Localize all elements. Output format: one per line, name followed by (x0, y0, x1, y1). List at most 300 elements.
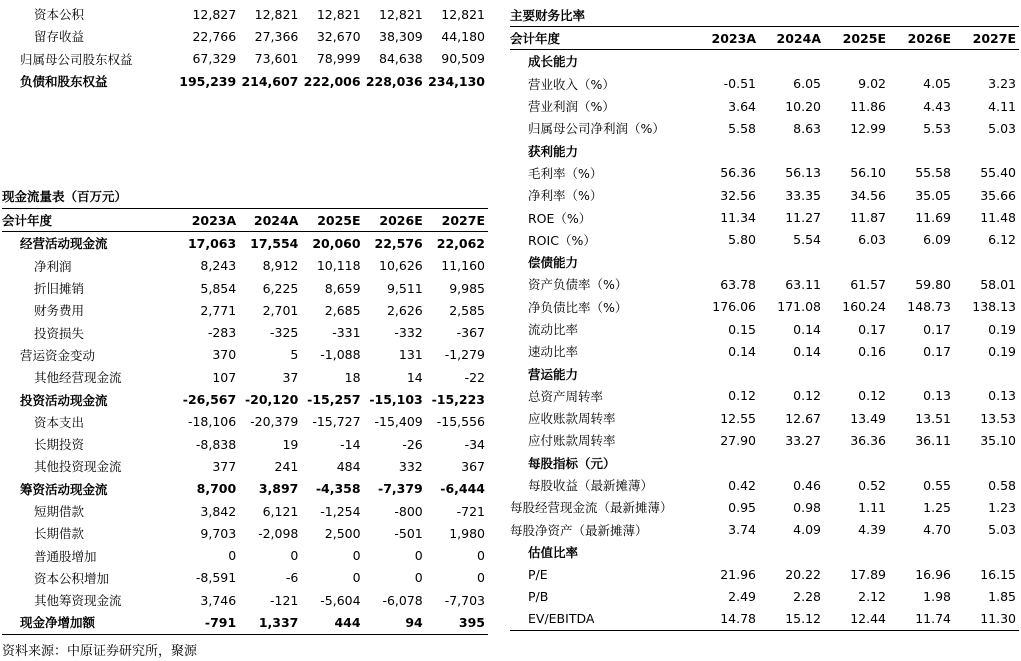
cell-value: 58.01 (980, 276, 1016, 292)
row-label: 营业收入（%） (528, 76, 615, 92)
cell-value: 0 (290, 548, 299, 564)
cell-value: 35.05 (915, 187, 951, 203)
table-row (510, 407, 1019, 429)
cell-value: 84,638 (379, 51, 423, 67)
cell-value: -367 (456, 325, 485, 341)
table-row (2, 478, 488, 500)
cell-value: 22,766 (192, 28, 237, 44)
cell-value: 16.96 (915, 566, 951, 582)
table-header-row (510, 27, 1019, 50)
header-year: 2026E (364, 209, 426, 232)
table-row (510, 585, 1019, 607)
cell-value: 1.23 (988, 499, 1016, 515)
cell-value: 0.13 (988, 388, 1016, 404)
table-row (510, 519, 1019, 541)
cell-value: 11.27 (785, 210, 821, 226)
cell-value: 12.99 (850, 120, 886, 136)
cell-value (759, 541, 824, 563)
cell-value: 56.36 (720, 165, 756, 181)
balance-sheet-table (2, 3, 488, 92)
row-label: 长期借款 (34, 526, 85, 542)
header-label: 会计年度 (2, 209, 177, 232)
cell-value: -6,078 (382, 592, 423, 608)
row-label: 负债和股东权益 (20, 74, 108, 90)
table-row (2, 299, 488, 321)
row-label: 短期借款 (34, 504, 85, 519)
cell-value: 0 (228, 548, 237, 564)
cell-value: 4.11 (988, 98, 1016, 114)
cell-value: 44,180 (441, 28, 485, 44)
cell-value: 17,554 (250, 235, 299, 251)
cell-value: 14 (406, 369, 423, 385)
cell-value (824, 50, 889, 73)
cell-value: 20.22 (785, 566, 821, 582)
cell-value: 37 (282, 369, 299, 385)
cell-value: 6,225 (262, 280, 299, 296)
cell-value: 27,366 (254, 28, 299, 44)
section-row (510, 541, 1019, 563)
table-row (510, 229, 1019, 251)
cell-value: -800 (394, 503, 423, 519)
row-label: 其他经营现金流 (34, 370, 122, 386)
row-label: 净利润 (34, 258, 72, 274)
cell-value: 5.03 (988, 522, 1016, 538)
cell-value: 11.48 (980, 210, 1016, 226)
cell-value (694, 541, 759, 563)
table-row (2, 70, 488, 92)
table-row (510, 117, 1019, 139)
row-label: 归属母公司股东权益 (20, 51, 133, 67)
table-row (510, 385, 1019, 407)
cell-value: 36.11 (915, 432, 951, 448)
table-row (2, 388, 488, 410)
table-row (510, 95, 1019, 117)
cell-value: 11,160 (441, 258, 485, 274)
cell-value (889, 50, 954, 73)
cell-value: 8,912 (262, 258, 299, 274)
row-label: ROE（%） (528, 210, 592, 226)
header-year: 2026E (889, 27, 954, 50)
cell-value: 2,626 (386, 302, 423, 318)
cell-value (824, 541, 889, 563)
cell-value: -121 (270, 592, 299, 608)
header-year: 2023A (694, 27, 759, 50)
cell-value (824, 452, 889, 474)
cell-value (954, 139, 1019, 161)
cell-value: -4,358 (315, 481, 361, 497)
cell-value (694, 362, 759, 384)
row-label: 成长能力 (528, 54, 579, 70)
table-row (510, 340, 1019, 362)
cell-value: -34 (464, 436, 485, 452)
cell-value: 0.13 (923, 388, 951, 404)
cell-value (759, 139, 824, 161)
cell-value: 11.30 (954, 608, 1019, 631)
table-row (2, 321, 488, 343)
cell-value: 444 (301, 611, 363, 634)
cell-value: 5 (290, 347, 299, 363)
cell-value: 1.85 (988, 589, 1016, 605)
cell-value: -15,727 (312, 414, 361, 430)
source-note: 资料来源：中原证券研究所，聚源 (2, 644, 198, 659)
table-row (2, 522, 488, 544)
ratios-panel (510, 26, 1019, 631)
cashflow-table (2, 208, 488, 635)
cell-value: 0.55 (923, 477, 951, 493)
cell-value: -15,556 (436, 414, 485, 430)
cell-value: 0.14 (793, 321, 821, 337)
cell-value: 0.16 (858, 343, 886, 359)
cell-value: 63.78 (720, 276, 756, 292)
cell-value: -15,409 (374, 414, 423, 430)
cell-value (954, 50, 1019, 73)
row-label: 投资损失 (34, 325, 85, 341)
cell-value: 17.89 (850, 566, 886, 582)
cell-value: 27.90 (720, 432, 756, 448)
ratios-table (510, 26, 1019, 631)
cell-value: 0.17 (923, 321, 951, 337)
cell-value: 4.09 (793, 522, 821, 538)
row-label: 现金净增加额 (2, 611, 177, 634)
cell-value (759, 362, 824, 384)
table-row (2, 500, 488, 522)
cell-value: 2,500 (324, 525, 361, 541)
cell-value: 73,601 (254, 51, 299, 67)
cell-value: 16.15 (980, 566, 1016, 582)
cell-value (694, 50, 759, 73)
cell-value: -26 (402, 436, 423, 452)
cashflow-title: 现金流量表（百万元） (2, 189, 128, 204)
row-label: P/B (528, 589, 549, 605)
cell-value: -5,604 (320, 592, 361, 608)
cell-value: 2.49 (728, 589, 756, 605)
row-label: 财务费用 (34, 303, 85, 319)
cell-value: 1.25 (923, 499, 951, 515)
cell-value: 12.67 (785, 410, 821, 426)
row-label: 应收账款周转率 (528, 411, 616, 427)
cell-value: 4.43 (923, 98, 951, 114)
row-label: 资产负债率（%） (528, 277, 628, 293)
cell-value: 332 (398, 458, 423, 474)
cell-value: -8,591 (195, 570, 237, 586)
table-row (510, 563, 1019, 585)
cell-value: 171.08 (777, 299, 821, 315)
cell-value: 5,854 (200, 280, 237, 296)
header-year: 2025E (301, 209, 363, 232)
cell-value: -8,838 (195, 436, 237, 452)
cell-value: 90,509 (441, 51, 485, 67)
section-row (510, 139, 1019, 161)
row-label: 应付账款周转率 (528, 433, 616, 449)
cell-value: 35.66 (980, 187, 1016, 203)
cell-value: 377 (212, 458, 237, 474)
cell-value: -332 (394, 325, 423, 341)
balance-sheet-tail (2, 3, 488, 92)
cell-value: 20,060 (312, 235, 361, 251)
section-row (510, 362, 1019, 384)
table-row (2, 366, 488, 388)
header-label: 会计年度 (510, 27, 694, 50)
cell-value: 36.36 (850, 432, 886, 448)
table-row (510, 184, 1019, 206)
cell-value: 5.53 (923, 120, 951, 136)
cell-value: 148.73 (907, 299, 951, 315)
cell-value: -283 (207, 325, 237, 341)
row-label: 净负债比率（%） (528, 299, 628, 315)
cell-value (759, 50, 824, 73)
cell-value: 10,626 (379, 258, 423, 274)
cell-value: 2,701 (262, 302, 299, 318)
cell-value: 0.15 (728, 321, 756, 337)
table-row (510, 496, 1019, 518)
row-label: 估值比率 (528, 544, 579, 560)
cell-value (889, 139, 954, 161)
row-label: 总资产周转率 (528, 388, 604, 404)
cashflow-statement (2, 208, 488, 635)
table-row (2, 255, 488, 277)
cell-value: 9,703 (200, 525, 237, 541)
section-row (510, 251, 1019, 273)
row-label: P/E (528, 566, 548, 582)
ratios-title: 主要财务比率 (510, 8, 586, 23)
table-row (510, 162, 1019, 184)
cell-value: 4.05 (923, 76, 951, 92)
cell-value: 222,006 (303, 73, 361, 89)
cell-value: -20,379 (250, 414, 299, 430)
cell-value: -1,088 (320, 347, 361, 363)
cell-value: -14 (340, 436, 361, 452)
cell-value: 241 (274, 458, 299, 474)
table-row (510, 73, 1019, 95)
cell-value: -22 (464, 369, 485, 385)
row-label: 折旧摊销 (34, 281, 85, 297)
cell-value: 12,821 (379, 6, 423, 22)
cell-value: 176.06 (712, 299, 756, 315)
cell-value: 12,821 (441, 6, 485, 22)
cell-value: 9,985 (449, 280, 485, 296)
cell-value: 1.98 (923, 589, 951, 605)
cell-value (824, 362, 889, 384)
cell-value: 1,980 (449, 525, 485, 541)
row-label: 其他筹资现金流 (34, 593, 122, 609)
cell-value: 0 (477, 570, 485, 586)
table-row (2, 611, 488, 634)
cell-value: -501 (394, 525, 423, 541)
cell-value: 107 (212, 369, 237, 385)
table-row (2, 25, 488, 47)
cell-value: 6.03 (858, 232, 886, 248)
cell-value: 5.80 (728, 232, 756, 248)
cell-value: 6.05 (793, 76, 821, 92)
header-year: 2027E (426, 209, 488, 232)
table-row (2, 544, 488, 566)
row-label: EV/EBITDA (510, 608, 694, 631)
header-year: 2023A (177, 209, 239, 232)
cell-value: 2.28 (793, 589, 821, 605)
header-year: 2024A (759, 27, 824, 50)
cell-value: 56.10 (850, 165, 886, 181)
cell-value: 0.95 (728, 499, 756, 515)
cell-value: 228,036 (365, 73, 423, 89)
cell-value: 8,700 (196, 481, 237, 497)
cell-value: 15.12 (759, 608, 824, 631)
cell-value: 63.11 (785, 276, 821, 292)
cell-value: 0 (352, 570, 361, 586)
header-year: 2027E (954, 27, 1019, 50)
cell-value: 484 (336, 458, 361, 474)
row-label: 每股收益（最新摊薄） (528, 478, 654, 494)
cell-value: 32.56 (720, 187, 756, 203)
cell-value: 12.44 (824, 608, 889, 631)
cell-value: 21.96 (720, 566, 756, 582)
table-row (510, 296, 1019, 318)
row-label: 营业利润（%） (528, 99, 615, 115)
cell-value: 6,121 (262, 503, 299, 519)
cell-value: 35.10 (980, 432, 1016, 448)
table-row (510, 273, 1019, 295)
cell-value: -26,567 (182, 392, 237, 408)
cell-value: 3,897 (258, 481, 299, 497)
cell-value (759, 452, 824, 474)
row-label: 投资活动现金流 (20, 392, 108, 408)
row-label: 每股经营现金流（最新摊薄） (510, 500, 673, 516)
cell-value: 13.51 (915, 410, 951, 426)
cell-value: 12,827 (192, 6, 237, 22)
row-label: 每股净资产（最新摊薄） (510, 522, 648, 538)
cell-value: 19 (282, 436, 299, 452)
cell-value: 94 (364, 611, 426, 634)
cell-value (824, 139, 889, 161)
row-label: 资本支出 (34, 414, 85, 430)
cell-value: 5.58 (728, 120, 756, 136)
cell-value: 367 (461, 458, 485, 474)
cell-value: -721 (456, 503, 485, 519)
cell-value: 12,821 (316, 6, 361, 22)
cell-value: 0.98 (793, 499, 821, 515)
cell-value: 32,670 (316, 28, 361, 44)
row-label: 长期投资 (34, 437, 85, 453)
cell-value: -20,120 (244, 392, 299, 408)
cell-value: 2,585 (449, 302, 485, 318)
cell-value (954, 541, 1019, 563)
cell-value: -0.51 (723, 76, 756, 92)
cell-value: 14.78 (694, 608, 759, 631)
table-row (2, 48, 488, 70)
cell-value (889, 541, 954, 563)
cell-value: 18 (344, 369, 361, 385)
cell-value: 67,329 (192, 51, 237, 67)
header-year: 2024A (239, 209, 301, 232)
cell-value: 0.17 (923, 343, 951, 359)
cell-value: 10,118 (316, 258, 361, 274)
cell-value: 160.24 (842, 299, 886, 315)
cell-value: 138.13 (972, 299, 1016, 315)
table-row (2, 455, 488, 477)
cell-value: 0 (414, 548, 423, 564)
cell-value: 11.87 (850, 210, 886, 226)
row-label: 营运资金变动 (20, 347, 96, 363)
table-row (2, 411, 488, 433)
cell-value: -6 (285, 570, 299, 586)
cell-value (889, 362, 954, 384)
table-row (2, 567, 488, 589)
cell-value (694, 139, 759, 161)
cell-value: 0.12 (793, 388, 821, 404)
cell-value: -331 (332, 325, 361, 341)
cell-value: -1,279 (444, 347, 485, 363)
cell-value (759, 251, 824, 273)
row-label: 资本公积增加 (34, 570, 110, 586)
cell-value: 5.54 (793, 232, 821, 248)
row-label: 速动比率 (528, 344, 579, 360)
cell-value: 0.19 (988, 321, 1016, 337)
cell-value: 9.02 (858, 76, 886, 92)
cell-value: 6.12 (988, 232, 1016, 248)
cell-value (824, 251, 889, 273)
cell-value: 234,130 (428, 73, 485, 89)
cell-value: -18,106 (187, 414, 237, 430)
row-label: 经营活动现金流 (20, 236, 108, 252)
cell-value: 10.20 (785, 98, 821, 114)
cell-value: 395 (426, 611, 488, 634)
cell-value: 6.09 (923, 232, 951, 248)
row-label: 获利能力 (528, 143, 579, 159)
cell-value: 0.14 (793, 343, 821, 359)
header-year: 2025E (824, 27, 889, 50)
row-label: 偿债能力 (528, 255, 579, 271)
cell-value (889, 452, 954, 474)
cell-value: -1,254 (320, 503, 361, 519)
cell-value: 0.12 (858, 388, 886, 404)
cell-value (694, 251, 759, 273)
cell-value: 8.63 (793, 120, 821, 136)
table-row (2, 433, 488, 455)
cell-value (954, 452, 1019, 474)
cell-value: 3,842 (200, 503, 237, 519)
row-label: 普通股增加 (34, 548, 97, 564)
cell-value (954, 362, 1019, 384)
cell-value: 2,685 (324, 302, 361, 318)
cell-value: 1.11 (858, 499, 886, 515)
cell-value: 3.64 (728, 98, 756, 114)
cell-value (889, 251, 954, 273)
table-row (2, 344, 488, 366)
cell-value: 2.12 (858, 589, 886, 605)
cell-value: 8,659 (324, 280, 361, 296)
cell-value: 55.58 (915, 165, 951, 181)
cell-value: 131 (398, 347, 423, 363)
cell-value: 1,337 (239, 611, 301, 634)
cell-value: -15,257 (307, 392, 361, 408)
row-label: 留存收益 (34, 29, 85, 45)
row-label: 每股指标（元） (528, 455, 616, 471)
row-label: ROIC（%） (528, 232, 596, 248)
cell-value: 22,062 (436, 235, 485, 251)
cell-value: 11.86 (850, 98, 886, 114)
cell-value: -6,444 (440, 481, 485, 497)
cell-value: 370 (212, 347, 237, 363)
cell-value: 13.53 (980, 410, 1016, 426)
cell-value: 0 (477, 548, 485, 564)
table-header-row (2, 209, 488, 232)
cell-value: -791 (177, 611, 239, 634)
table-row (510, 429, 1019, 451)
row-label: 归属母公司净利润（%） (528, 121, 665, 137)
cell-value: 4.39 (858, 522, 886, 538)
cell-value: 0.46 (793, 477, 821, 493)
cell-value: 55.40 (980, 165, 1016, 181)
cell-value: 12.55 (720, 410, 756, 426)
